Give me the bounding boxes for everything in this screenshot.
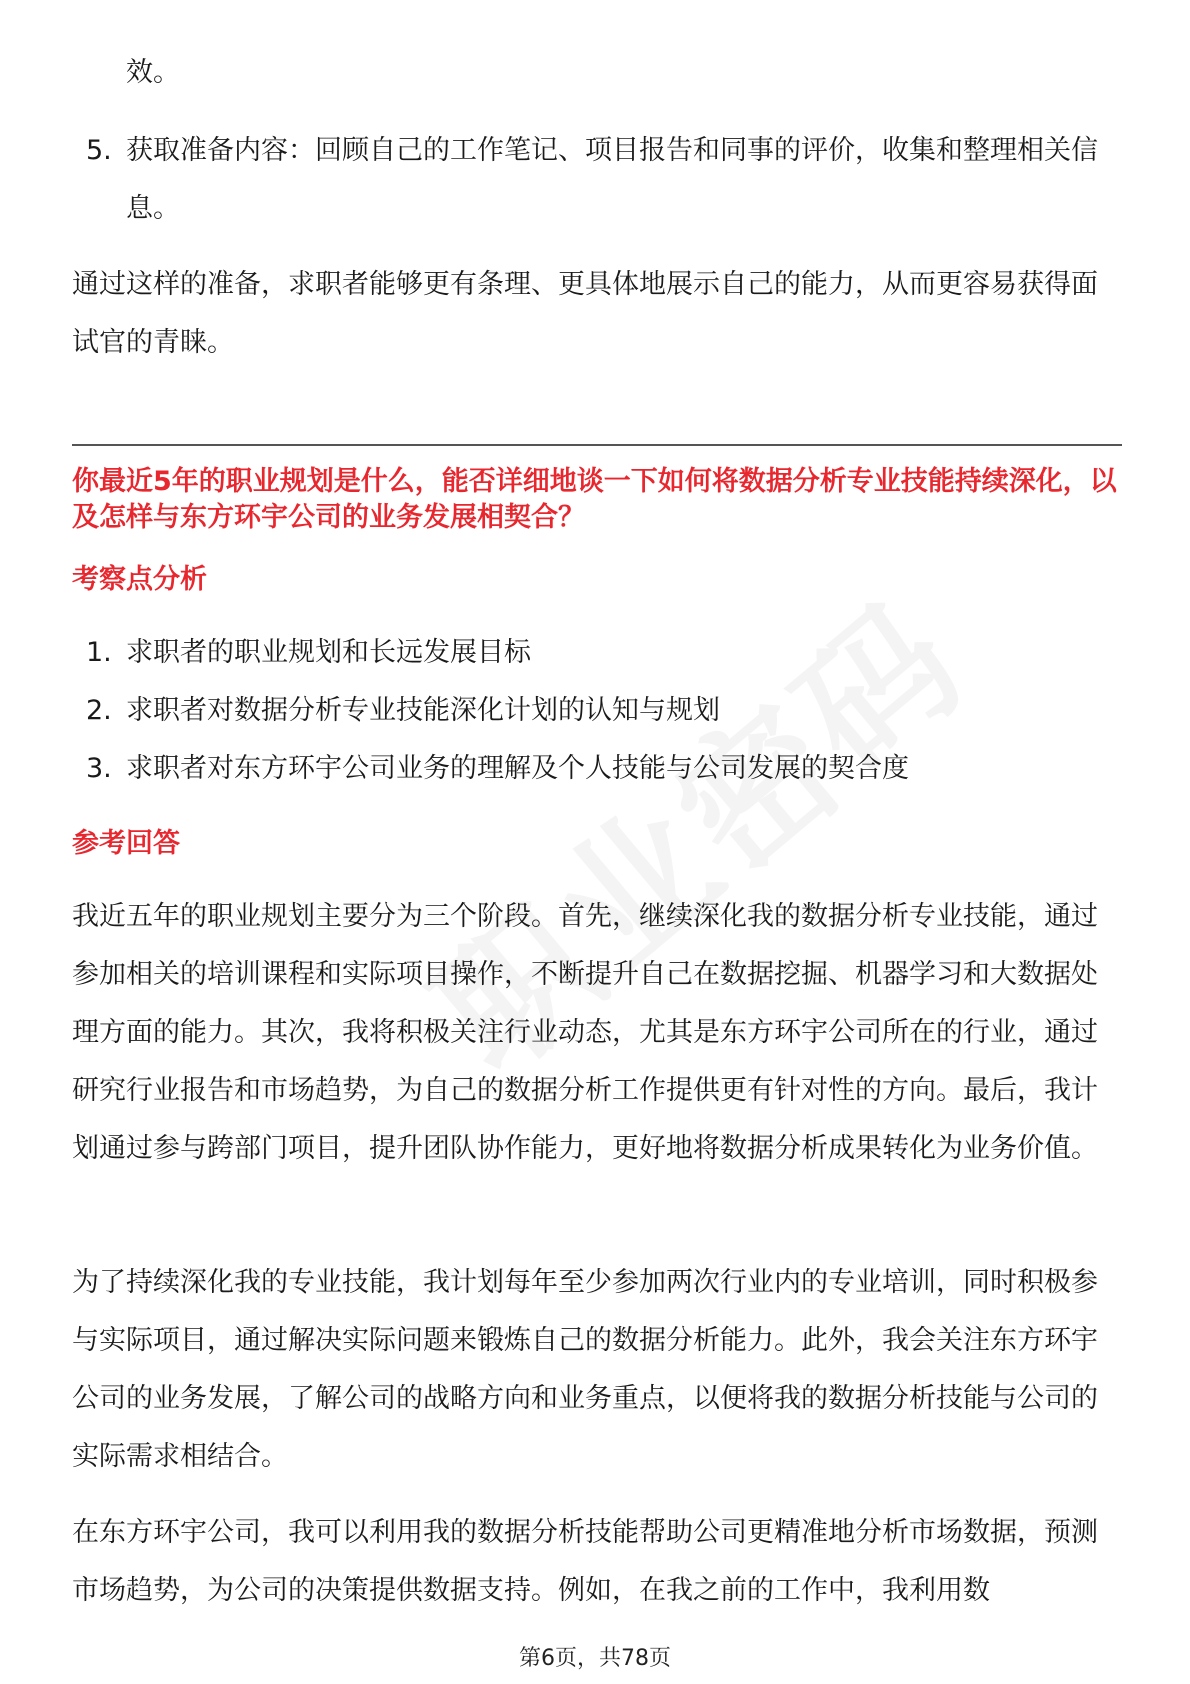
list-text: 求职者的职业规划和长远发展目标	[126, 637, 531, 668]
page-footer: 第6页，共78页	[519, 1646, 671, 1671]
list-text: 求职者对东方环宇公司业务的理解及个人技能与公司发展的契合度	[126, 753, 909, 784]
list-number: 2.	[86, 695, 112, 726]
list-text: 获取准备内容：回顾自己的工作笔记、项目报告和同事的评价，收集和整理相关信息。	[126, 135, 1098, 224]
list-number: 3.	[86, 753, 112, 784]
analysis-heading: 考察点分析	[72, 564, 207, 595]
interview-question: 你最近5年的职业规划是什么，能否详细地谈一下如何将数据分析专业技能持续深化，以及怎样与东方环宇公司的业务发展相契合？	[72, 466, 1117, 533]
answer-paragraph-2: 为了持续深化我的专业技能，我计划每年至少参加两次行业内的专业培训，同时积极参与实际项目，通过解决实际问题来锻炼自己的数据分析能力。此外，我会关注东方环宇公司的业务发展，了解公司的战略方向和业务重点，以便将我的数据分析技能与公司的实际需求相结合。	[72, 1267, 1098, 1472]
answer-paragraph-1: 我近五年的职业规划主要分为三个阶段。首先，继续深化我的数据分析专业技能，通过参加相关的培训课程和实际项目操作，不断提升自己在数据挖掘、机器学习和大数据处理方面的能力。其次，我将积极关注行业动态，尤其是东方环宇公司所在的行业，通过研究行业报告和市场趋势，为自己的数据分析工作提供更有针对性的方向。最后，我计划通过参与跨部门项目，提升团队协作能力，更好地将数据分析成果转化为业务价值。	[72, 901, 1098, 1164]
continuation-text: 效。	[126, 57, 180, 88]
list-text: 求职者对数据分析专业技能深化计划的认知与规划	[126, 695, 720, 726]
answer-heading: 参考回答	[72, 828, 180, 859]
answer-paragraph-3: 在东方环宇公司，我可以利用我的数据分析技能帮助公司更精准地分析市场数据，预测市场趋势，为公司的决策提供数据支持。例如，在我之前的工作中，我利用数	[72, 1517, 1098, 1606]
list-number: 1.	[86, 637, 112, 668]
list-number: 5.	[86, 135, 112, 166]
summary-paragraph: 通过这样的准备，求职者能够更有条理、更具体地展示自己的能力，从而更容易获得面试官的青睐。	[72, 269, 1098, 358]
section-divider	[72, 444, 1122, 446]
